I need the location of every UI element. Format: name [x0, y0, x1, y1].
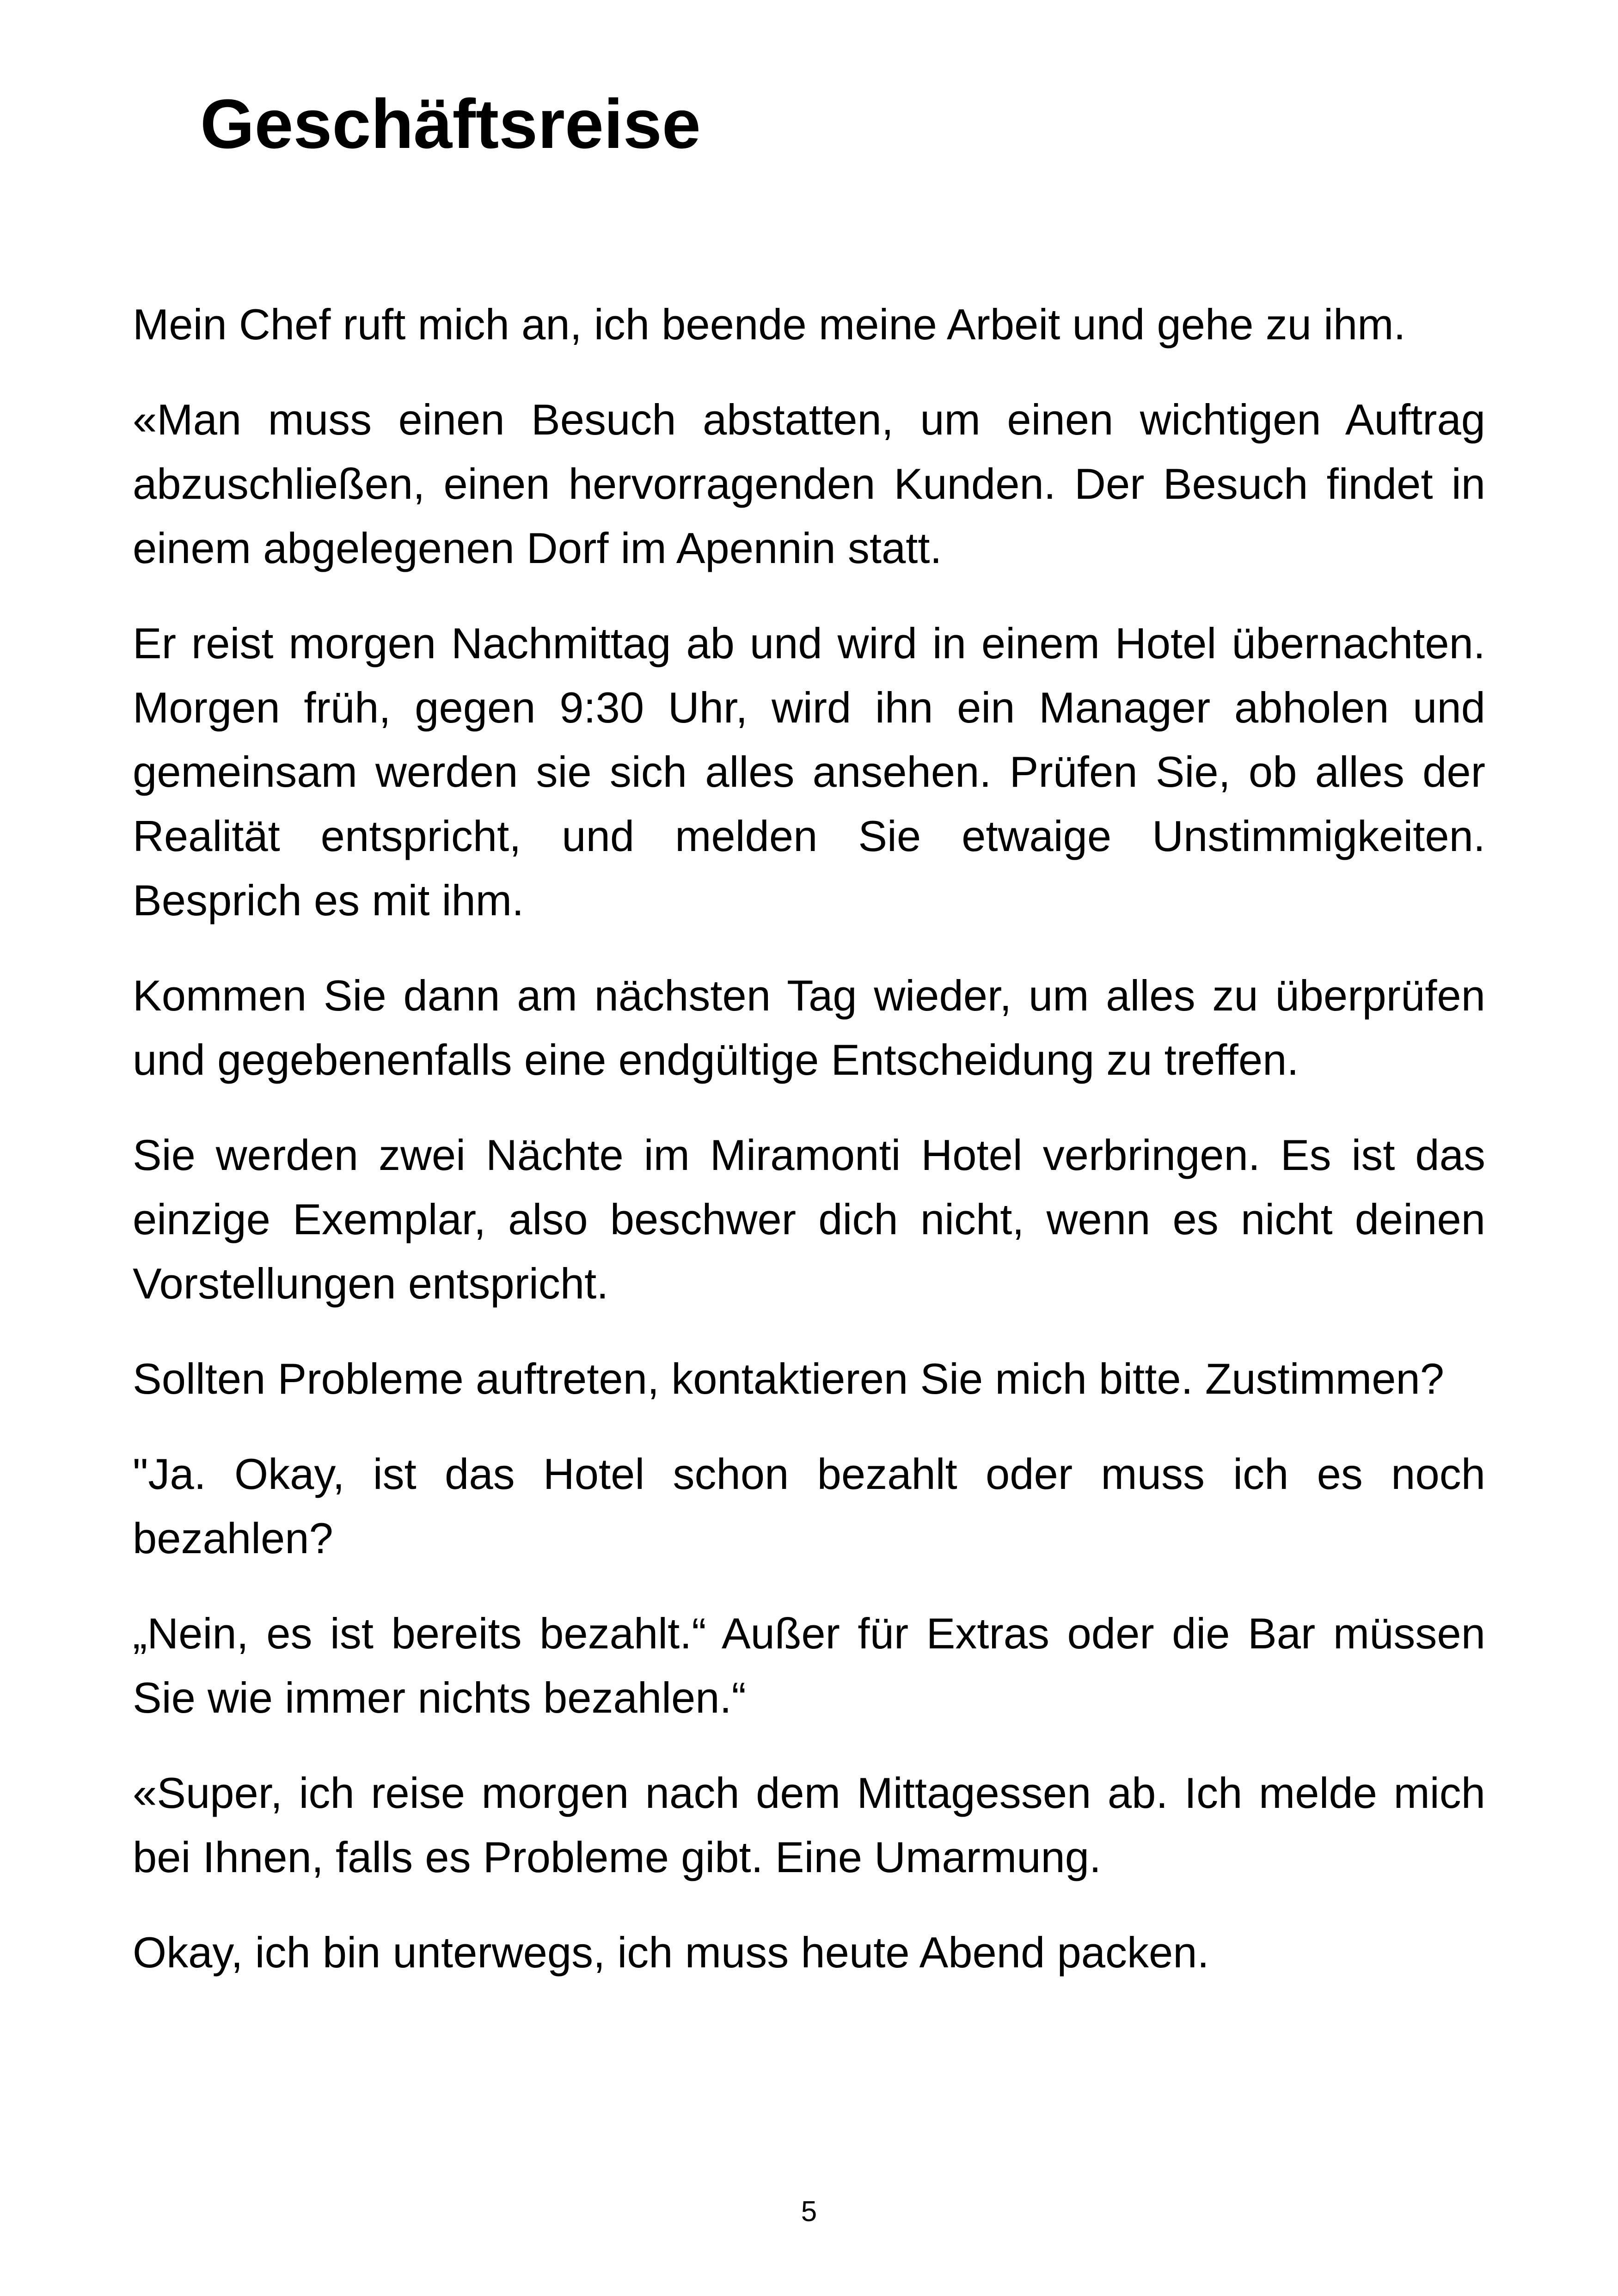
paragraph-9: «Super, ich reise morgen nach dem Mittagessen ab. Ich melde mich bei Ihnen, falls es Probleme gibt. Eine Umarmung. [133, 1769, 1485, 1881]
document-body [133, 292, 1485, 2015]
paragraph-1: Mein Chef ruft mich an, ich beende meine Arbeit und gehe zu ihm. [133, 300, 1406, 349]
paragraph-2: «Man muss einen Besuch abstatten, um einen wichtigen Auftrag abzuschließen, einen hervorragenden Kunden. Der Besuch findet in einem abgelegenen Dorf im Apennin statt. [133, 395, 1485, 572]
paragraph-8: „Nein, es ist bereits bezahlt.“ Außer für Extras oder die Bar müssen Sie wie immer nichts bezahlen.“ [133, 1609, 1485, 1722]
page-number: 5 [801, 2196, 817, 2228]
paragraph-5: Sie werden zwei Nächte im Miramonti Hotel verbringen. Es ist das einzige Exemplar, also beschwer dich nicht, wenn es nicht deinen Vorstellungen entspricht. [133, 1131, 1485, 1308]
document-title: Geschäftsreise [200, 85, 701, 163]
paragraph-7: "Ja. Okay, ist das Hotel schon bezahlt oder muss ich es noch bezahlen? [133, 1450, 1485, 1562]
paragraph-3: Er reist morgen Nachmittag ab und wird in einem Hotel übernachten. Morgen früh, gegen 9:30 Uhr, wird ihn ein Manager abholen und gemeinsam werden sie sich alles ansehen. Prüfen Sie, ob alles der Realität entspricht, und melden Sie etwaige Unstimmigkeiten. Besprich es mit ihm. [133, 619, 1485, 925]
paragraph-4: Kommen Sie dann am nächsten Tag wieder, um alles zu überprüfen und gegebenenfalls eine endgültige Entscheidung zu treffen. [133, 971, 1485, 1084]
paragraph-10: Okay, ich bin unterwegs, ich muss heute Abend packen. [133, 1928, 1209, 1977]
paragraph-6: Sollten Probleme auftreten, kontaktieren Sie mich bitte. Zustimmen? [133, 1354, 1445, 1403]
